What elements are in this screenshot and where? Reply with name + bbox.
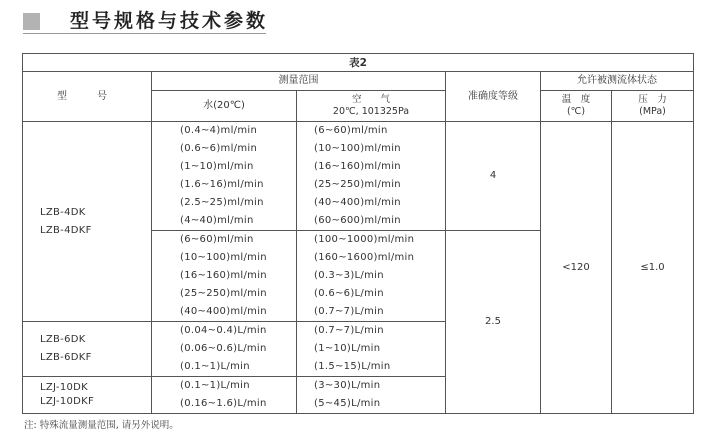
model-cell-lzb-4dk — [23, 122, 152, 322]
range-value: (5~45)L/min — [314, 398, 381, 409]
model-name: LZJ-10DKF — [40, 396, 95, 407]
header-air — [297, 91, 446, 122]
accuracy-class-4: 4 — [446, 122, 541, 231]
header-fluid-state: 允许被测流体状态 — [541, 72, 694, 91]
header-pressure-unit: (MPa) — [639, 106, 666, 117]
range-value: (60~600)ml/min — [314, 215, 401, 226]
model-cell-lzb-6dk — [23, 322, 152, 377]
range-value: (1.5~15)L/min — [314, 361, 391, 372]
range-value: (160~1600)ml/min — [314, 252, 415, 263]
range-value: (6~60)ml/min — [314, 125, 388, 136]
header-air-label: 空 气 — [351, 94, 390, 105]
range-value: (0.04~0.4)L/min — [180, 325, 267, 336]
water-range-cell — [152, 122, 297, 231]
model-name: LZB-4DK — [40, 206, 86, 218]
range-value: (1~10)L/min — [314, 343, 381, 354]
range-value: (0.4~4)ml/min — [180, 125, 258, 136]
footnote: 注: 特殊流量测量范围, 请另外说明。 — [24, 420, 179, 431]
air-range-cell — [297, 377, 446, 414]
title-marker — [23, 13, 40, 30]
range-value: (40~400)ml/min — [180, 306, 267, 317]
air-range-cell — [297, 322, 446, 377]
header-accuracy: 准确度等级 — [446, 72, 541, 122]
model-name: LZB-4DKF — [40, 224, 92, 236]
header-temperature — [541, 91, 612, 122]
range-value: (0.1~1)L/min — [180, 380, 250, 391]
range-value: (0.7~7)L/min — [314, 325, 384, 336]
range-value: (10~100)ml/min — [180, 252, 267, 263]
model-name: LZJ-10DK — [40, 382, 89, 393]
range-value: (0.06~0.6)L/min — [180, 343, 267, 354]
pressure-value: ≤1.0 — [612, 122, 694, 414]
model-name: LZB-6DK — [40, 334, 86, 345]
header-pressure-label: 压 力 — [638, 94, 667, 105]
range-value: (4~40)ml/min — [180, 215, 254, 226]
range-value: (0.7~7)L/min — [314, 306, 384, 317]
air-range-cell — [297, 231, 446, 322]
range-value: (25~250)ml/min — [180, 288, 267, 299]
header-water: 水(20℃) — [152, 91, 297, 122]
range-value: (3~30)L/min — [314, 380, 381, 391]
temperature-value: <120 — [541, 122, 612, 414]
title-underline — [23, 33, 266, 34]
range-value: (40~400)ml/min — [314, 197, 401, 208]
water-range-cell — [152, 231, 297, 322]
header-temp-label: 温 度 — [561, 94, 591, 105]
range-value: (1.6~16)ml/min — [180, 179, 264, 190]
range-value: (0.3~3)L/min — [314, 270, 384, 281]
range-value: (16~160)ml/min — [180, 270, 267, 281]
range-value: (100~1000)ml/min — [314, 234, 415, 245]
table-caption: 表2 — [23, 54, 694, 72]
header-temp-unit: (℃) — [566, 106, 586, 117]
range-value: (2.5~25)ml/min — [180, 197, 264, 208]
header-air-condition: 20℃, 101325Pa — [332, 106, 410, 117]
header-model: 型 号 — [23, 72, 152, 122]
accuracy-class-2-5: 2.5 — [446, 231, 541, 414]
water-range-cell — [152, 322, 297, 377]
air-range-cell — [297, 122, 446, 231]
page-title: 型号规格与技术参数 — [70, 10, 269, 32]
range-value: (1~10)ml/min — [180, 161, 254, 172]
range-value: (25~250)ml/min — [314, 179, 401, 190]
header-range: 测量范围 — [152, 72, 446, 91]
range-value: (10~100)ml/min — [314, 143, 401, 154]
range-value: (16~160)ml/min — [314, 161, 401, 172]
range-value: (0.16~1.6)L/min — [180, 398, 267, 409]
spec-table — [22, 53, 694, 414]
water-range-cell — [152, 377, 297, 414]
model-cell-lzj-10dk — [23, 377, 152, 414]
header-pressure — [612, 91, 694, 122]
range-value: (6~60)ml/min — [180, 234, 254, 245]
range-value: (0.1~1)L/min — [180, 361, 250, 372]
range-value: (0.6~6)ml/min — [180, 143, 258, 154]
range-value: (0.6~6)L/min — [314, 288, 384, 299]
model-name: LZB-6DKF — [40, 352, 92, 363]
